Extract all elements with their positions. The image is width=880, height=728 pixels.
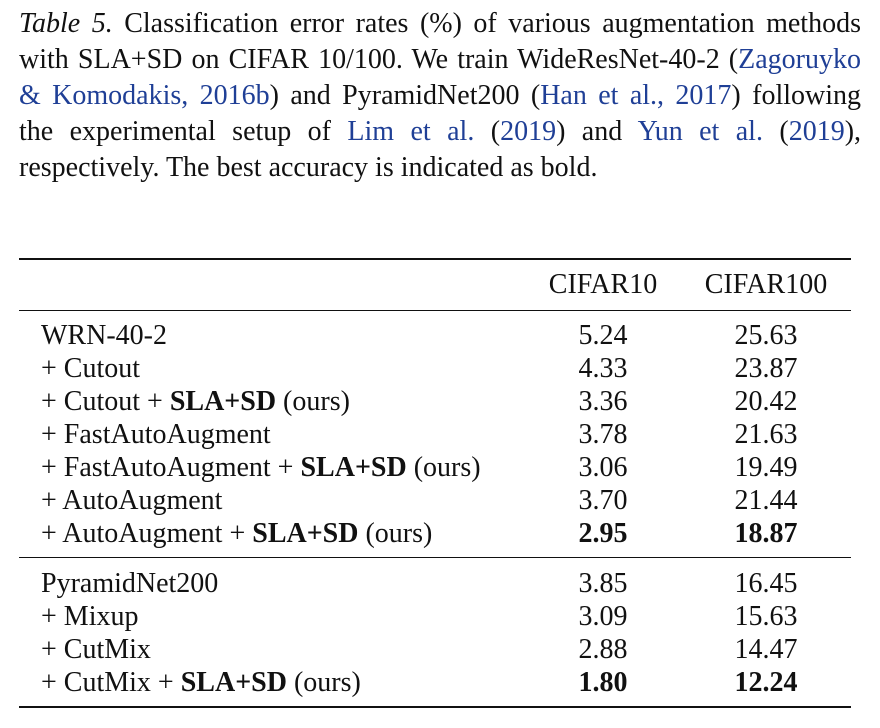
table-row bbox=[19, 567, 851, 600]
cifar100-value: 20.42 bbox=[734, 386, 798, 417]
method-cell bbox=[41, 666, 361, 699]
method-cell bbox=[41, 484, 222, 517]
caption-text: Classification error rates (%) of various augmentation methods with SLA+SD on CIFAR 10/100. We train WideResNet-40-2 ( bbox=[19, 8, 861, 75]
method-cell bbox=[41, 319, 167, 352]
method-suffix: (ours) bbox=[406, 452, 481, 483]
cifar10-value: 3.06 bbox=[578, 452, 628, 483]
method-suffix: (ours) bbox=[286, 667, 361, 698]
method-highlight: SLA+SD bbox=[300, 452, 407, 483]
table-row bbox=[19, 600, 851, 633]
table-row bbox=[19, 319, 851, 352]
cifar10-value: 3.09 bbox=[578, 601, 628, 632]
method-cell bbox=[41, 517, 432, 550]
method-name: + FastAutoAugment bbox=[41, 419, 271, 450]
table-caption bbox=[19, 6, 861, 186]
group-divider-rule bbox=[19, 557, 851, 558]
cifar100-value: 14.47 bbox=[734, 634, 798, 665]
method-highlight: SLA+SD bbox=[180, 667, 287, 698]
caption-text: ) and bbox=[556, 116, 638, 147]
table-row bbox=[19, 633, 851, 666]
method-name: + Cutout bbox=[41, 353, 141, 384]
cifar100-value: 16.45 bbox=[734, 568, 798, 599]
method-name: + CutMix bbox=[41, 634, 151, 665]
cifar10-value: 3.85 bbox=[578, 568, 628, 599]
table-row bbox=[19, 484, 851, 517]
table-row bbox=[19, 352, 851, 385]
table-row bbox=[19, 451, 851, 484]
header-cifar100: CIFAR100 bbox=[704, 269, 828, 300]
cifar10-value: 4.33 bbox=[578, 353, 628, 384]
method-suffix: (ours) bbox=[358, 518, 433, 549]
cifar10-value: 3.70 bbox=[578, 485, 628, 516]
table-top-rule bbox=[19, 258, 851, 260]
table-row bbox=[19, 666, 851, 699]
cifar10-value: 2.95 bbox=[578, 518, 628, 549]
caption-text: ) and PyramidNet200 ( bbox=[269, 80, 541, 111]
table-row bbox=[19, 517, 851, 550]
method-name: + Mixup bbox=[41, 601, 139, 632]
citation-link[interactable]: 2019 bbox=[788, 116, 845, 147]
citation-link[interactable]: Lim et al. bbox=[347, 116, 475, 147]
table-row bbox=[19, 385, 851, 418]
cifar10-value: 1.80 bbox=[578, 667, 628, 698]
cifar10-value: 3.36 bbox=[578, 386, 628, 417]
cifar100-value: 21.44 bbox=[734, 485, 798, 516]
cifar100-value: 15.63 bbox=[734, 601, 798, 632]
caption-text: ( bbox=[474, 116, 501, 147]
method-cell bbox=[41, 451, 481, 484]
method-name: + AutoAugment + bbox=[41, 518, 253, 549]
cifar100-value: 25.63 bbox=[734, 320, 798, 351]
citation-link[interactable]: Yun et al. bbox=[637, 116, 763, 147]
method-cell bbox=[41, 352, 140, 385]
method-name: + FastAutoAugment + bbox=[41, 452, 301, 483]
header-cifar10: CIFAR10 bbox=[548, 269, 658, 300]
method-cell bbox=[41, 418, 271, 451]
method-name: + Cutout + bbox=[41, 386, 170, 417]
table-header-row bbox=[19, 268, 851, 301]
method-name: + AutoAugment bbox=[41, 485, 223, 516]
method-name: WRN-40-2 bbox=[41, 320, 167, 351]
cifar10-value: 3.78 bbox=[578, 419, 628, 450]
method-name: PyramidNet200 bbox=[41, 568, 219, 599]
method-highlight: SLA+SD bbox=[252, 518, 359, 549]
caption-text: ) following the experimental setup of bbox=[19, 80, 862, 147]
method-cell bbox=[41, 385, 350, 418]
caption-text: ( bbox=[762, 116, 789, 147]
cifar100-value: 21.63 bbox=[734, 419, 798, 450]
cifar10-value: 2.88 bbox=[578, 634, 628, 665]
cifar100-value: 12.24 bbox=[734, 667, 798, 698]
cifar100-value: 23.87 bbox=[734, 353, 798, 384]
method-name: + CutMix + bbox=[41, 667, 181, 698]
caption-text: ), respectively. The best accuracy is indicated as bold. bbox=[19, 116, 862, 183]
header-rule bbox=[19, 310, 851, 311]
table-row bbox=[19, 418, 851, 451]
citation-link[interactable]: 2019 bbox=[500, 116, 557, 147]
cifar100-value: 19.49 bbox=[734, 452, 798, 483]
table-bottom-rule bbox=[19, 706, 851, 708]
method-cell bbox=[41, 633, 151, 666]
method-suffix: (ours) bbox=[276, 386, 350, 417]
cifar10-value: 5.24 bbox=[578, 320, 628, 351]
method-cell bbox=[41, 567, 218, 600]
method-cell bbox=[41, 600, 138, 633]
caption-label: Table 5. bbox=[19, 8, 113, 39]
citation-link[interactable]: Han et al., 2017 bbox=[540, 80, 732, 111]
method-highlight: SLA+SD bbox=[169, 386, 277, 417]
cifar100-value: 18.87 bbox=[734, 518, 798, 549]
citation-link[interactable]: Zagoruyko & Komodakis, 2016b bbox=[19, 44, 861, 111]
